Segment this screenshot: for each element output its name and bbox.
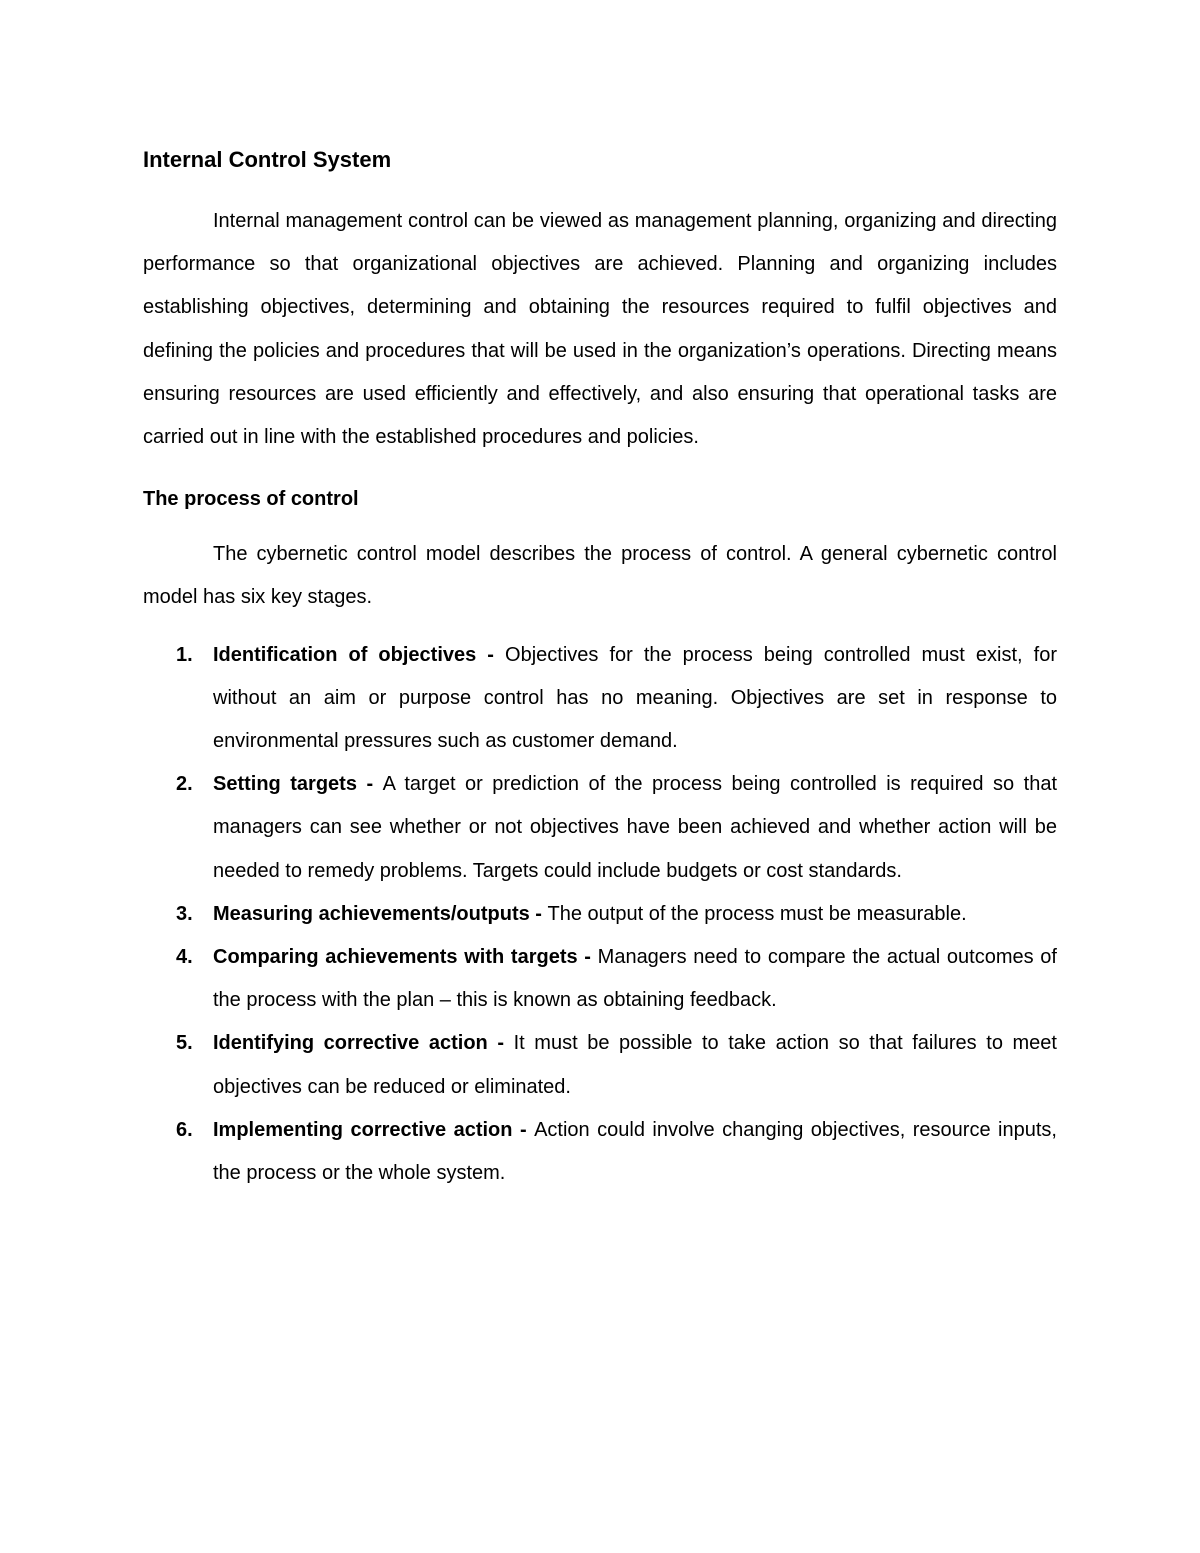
list-item-text: The output of the process must be measurable. [547, 902, 967, 925]
section-paragraph: The cybernetic control model describes the process of control. A general cybernetic control model has six key stages. [143, 543, 1057, 609]
document-page [143, 140, 1057, 1195]
intro-paragraph: Internal management control can be viewed as management planning, organizing and directing performance so that organizational objectives are achieved. Planning and organizing includes establishing objectives, determining and obtaining the resources required to fulfil objectives and defining the policies and procedures that will be used in the organization’s operations. Directing means ensuring resources are used efficiently and effectively, and also ensuring that operational tasks are carried out in line with the established procedures and policies. [143, 210, 1057, 449]
list-item-number: 3. [176, 902, 193, 925]
list-item [143, 893, 1057, 936]
list-item [143, 1022, 1057, 1108]
list-item [143, 1109, 1057, 1195]
list-item-text: It must be possible to take action so that failures to meet objectives can be reduced or eliminated. [213, 1032, 1057, 1098]
list-item-term: Identification of objectives - [213, 643, 506, 666]
list-item-text: Objectives for the process being controlled must exist, for without an aim or purpose control has no meaning. Objectives are set in response to environmental pressures such as customer demand. [213, 643, 1057, 753]
list-item-term: Measuring achievements/outputs - [213, 902, 548, 925]
stages-list [143, 634, 1057, 1196]
document-title: Internal Control System [143, 147, 392, 172]
list-item-term: Implementing corrective action - [213, 1118, 535, 1141]
list-item-text: A target or prediction of the process being controlled is required so that managers can see whether or not objectives have been achieved and whether action will be needed to remedy problems. Targets could include budgets or cost standards. [213, 773, 1058, 882]
list-item-text: Managers need to compare the actual outcomes of the process with the plan – this is known as obtaining feedback. [213, 946, 1057, 1012]
list-item-number: 6. [176, 1118, 193, 1141]
list-item-term: Setting targets - [213, 773, 383, 796]
section-heading: The process of control [143, 488, 359, 511]
list-item-number: 4. [176, 946, 193, 969]
list-item-term: Identifying corrective action - [213, 1032, 514, 1055]
list-item [143, 936, 1057, 1022]
list-item-number: 2. [176, 773, 193, 796]
list-item [143, 634, 1057, 764]
list-item-text: Action could involve changing objectives, resource inputs, the process or the whole system. [213, 1118, 1057, 1185]
list-item-number: 1. [176, 643, 193, 666]
list-item-number: 5. [176, 1032, 193, 1055]
list-item [143, 763, 1057, 893]
list-item-term: Comparing achievements with targets - [213, 946, 598, 969]
